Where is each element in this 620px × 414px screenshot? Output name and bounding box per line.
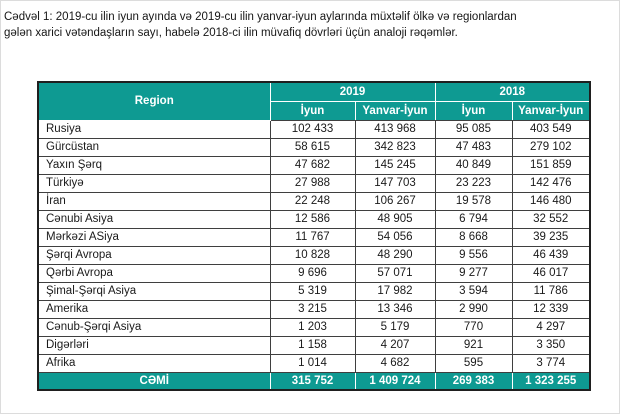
table-body <box>38 120 590 372</box>
header-years-row <box>38 82 590 101</box>
value-cell: 1 014 <box>270 354 355 372</box>
value-cell: 9 277 <box>435 264 512 282</box>
value-cell: 403 549 <box>512 120 590 138</box>
value-cell: 106 267 <box>355 192 435 210</box>
region-cell: Cənub-Şərqi Asiya <box>38 318 270 336</box>
value-cell: 11 786 <box>512 282 590 300</box>
table-row <box>38 246 590 264</box>
region-cell: Qərbi Avropa <box>38 264 270 282</box>
value-cell: 9 556 <box>435 246 512 264</box>
column-group-header-2019: 2019 <box>270 82 435 101</box>
region-cell: Şərqi Avropa <box>38 246 270 264</box>
total-value-2018-iyun: 269 383 <box>435 372 512 390</box>
value-cell: 4 297 <box>512 318 590 336</box>
value-cell: 145 245 <box>355 156 435 174</box>
region-cell: Cənubi Asiya <box>38 210 270 228</box>
value-cell: 58 615 <box>270 138 355 156</box>
value-cell: 23 223 <box>435 174 512 192</box>
total-label: CƏMİ <box>38 372 270 390</box>
value-cell: 54 056 <box>355 228 435 246</box>
value-cell: 1 158 <box>270 336 355 354</box>
total-value-2019-iyun: 315 752 <box>270 372 355 390</box>
value-cell: 3 774 <box>512 354 590 372</box>
table-row <box>38 336 590 354</box>
value-cell: 595 <box>435 354 512 372</box>
value-cell: 12 586 <box>270 210 355 228</box>
value-cell: 40 849 <box>435 156 512 174</box>
total-row <box>38 372 590 390</box>
value-cell: 151 859 <box>512 156 590 174</box>
value-cell: 770 <box>435 318 512 336</box>
column-header-2019-yanvar-iyun: Yanvar-İyun <box>355 101 435 120</box>
region-cell: Afrika <box>38 354 270 372</box>
region-cell: Mərkəzi ASiya <box>38 228 270 246</box>
table-row <box>38 210 590 228</box>
value-cell: 95 085 <box>435 120 512 138</box>
value-cell: 4 207 <box>355 336 435 354</box>
value-cell: 146 480 <box>512 192 590 210</box>
region-cell: Yaxın Şərq <box>38 156 270 174</box>
value-cell: 279 102 <box>512 138 590 156</box>
value-cell: 5 319 <box>270 282 355 300</box>
table-row <box>38 228 590 246</box>
table-row <box>38 264 590 282</box>
total-value-2018-yanvar-iyun: 1 323 255 <box>512 372 590 390</box>
column-header-region: Region <box>38 82 270 120</box>
value-cell: 3 594 <box>435 282 512 300</box>
value-cell: 413 968 <box>355 120 435 138</box>
value-cell: 48 905 <box>355 210 435 228</box>
value-cell: 4 682 <box>355 354 435 372</box>
table-row <box>38 354 590 372</box>
value-cell: 9 696 <box>270 264 355 282</box>
statistics-table <box>37 81 591 391</box>
column-header-2018-iyun: İyun <box>435 101 512 120</box>
value-cell: 3 350 <box>512 336 590 354</box>
value-cell: 6 794 <box>435 210 512 228</box>
caption-line-1: Cədvəl 1: 2019-cu ilin iyun ayında və 2019-cu ilin yanvar-iyun aylarında müxtəlif ölkə və regionlardan <box>4 11 517 23</box>
value-cell: 11 767 <box>270 228 355 246</box>
region-cell: Gürcüstan <box>38 138 270 156</box>
column-header-2018-yanvar-iyun: Yanvar-İyun <box>512 101 590 120</box>
region-cell: Türkiyə <box>38 174 270 192</box>
value-cell: 47 483 <box>435 138 512 156</box>
table-row <box>38 192 590 210</box>
table-row <box>38 120 590 138</box>
value-cell: 10 828 <box>270 246 355 264</box>
value-cell: 57 071 <box>355 264 435 282</box>
value-cell: 32 552 <box>512 210 590 228</box>
value-cell: 22 248 <box>270 192 355 210</box>
caption-line-2: gələn xarici vətəndaşların sayı, habelə 2018-ci ilin müvafiq dövrləri üçün analoji rəqəmlər. <box>4 27 458 39</box>
value-cell: 19 578 <box>435 192 512 210</box>
table-row <box>38 174 590 192</box>
value-cell: 17 982 <box>355 282 435 300</box>
value-cell: 48 290 <box>355 246 435 264</box>
value-cell: 13 346 <box>355 300 435 318</box>
column-group-header-2018: 2018 <box>435 82 590 101</box>
column-header-2019-iyun: İyun <box>270 101 355 120</box>
value-cell: 1 203 <box>270 318 355 336</box>
table-caption <box>4 9 613 41</box>
region-cell: İran <box>38 192 270 210</box>
value-cell: 102 433 <box>270 120 355 138</box>
table-row <box>38 318 590 336</box>
table-row <box>38 300 590 318</box>
value-cell: 12 339 <box>512 300 590 318</box>
value-cell: 142 476 <box>512 174 590 192</box>
value-cell: 3 215 <box>270 300 355 318</box>
value-cell: 2 990 <box>435 300 512 318</box>
total-value-2019-yanvar-iyun: 1 409 724 <box>355 372 435 390</box>
value-cell: 27 988 <box>270 174 355 192</box>
value-cell: 147 703 <box>355 174 435 192</box>
value-cell: 47 682 <box>270 156 355 174</box>
value-cell: 39 235 <box>512 228 590 246</box>
value-cell: 921 <box>435 336 512 354</box>
value-cell: 46 017 <box>512 264 590 282</box>
region-cell: Digərləri <box>38 336 270 354</box>
region-cell: Amerika <box>38 300 270 318</box>
value-cell: 46 439 <box>512 246 590 264</box>
table-row <box>38 282 590 300</box>
region-cell: Şimal-Şərqi Asiya <box>38 282 270 300</box>
value-cell: 8 668 <box>435 228 512 246</box>
table-row <box>38 156 590 174</box>
table-row <box>38 138 590 156</box>
value-cell: 5 179 <box>355 318 435 336</box>
region-cell: Rusiya <box>38 120 270 138</box>
value-cell: 342 823 <box>355 138 435 156</box>
